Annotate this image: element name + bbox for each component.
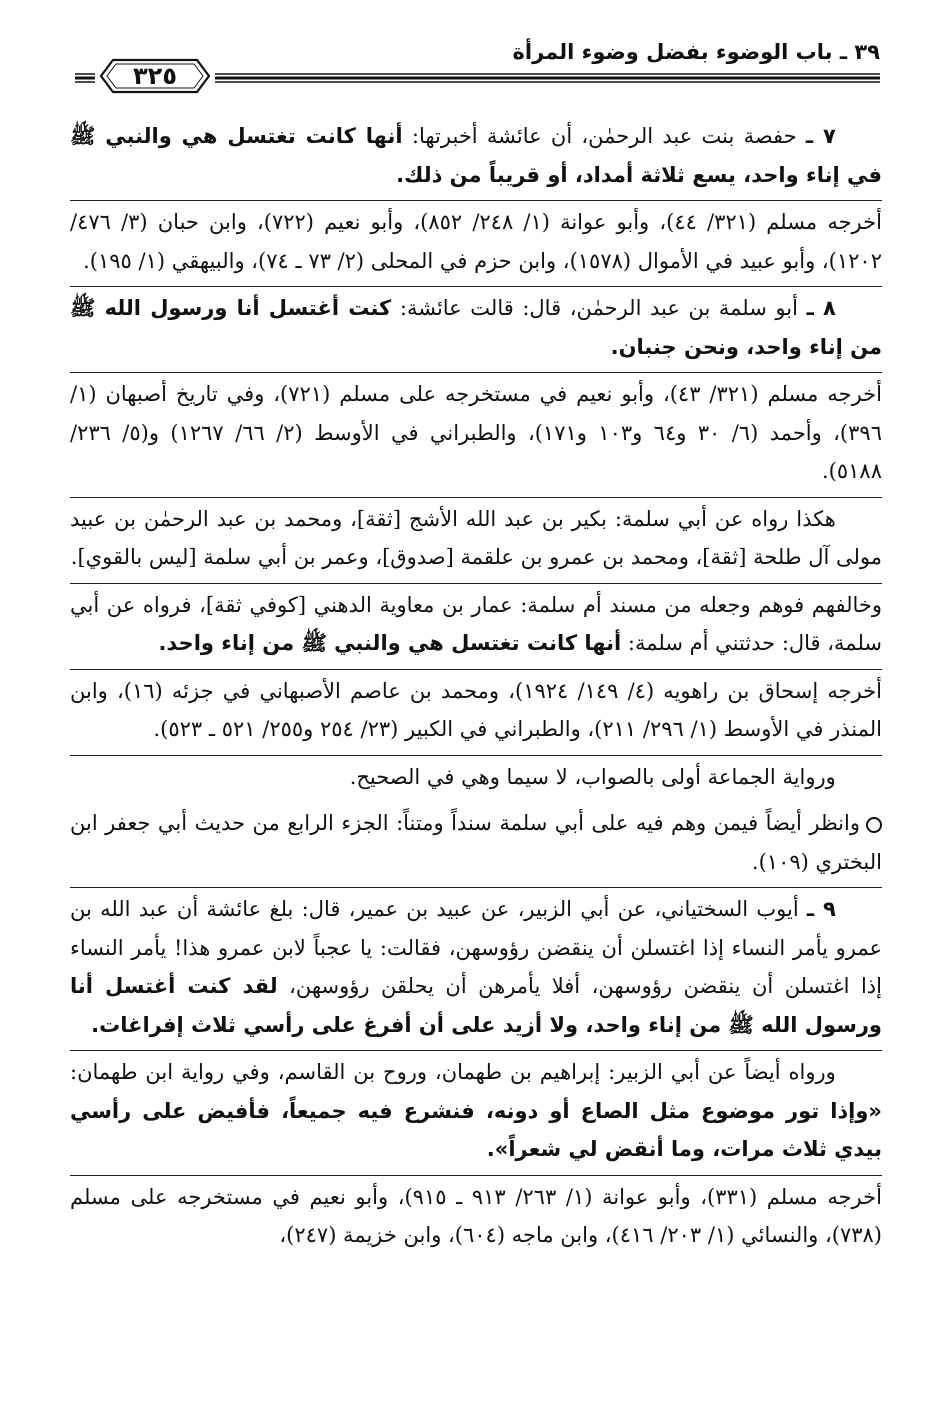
commentary-paragraph — [70, 583, 882, 669]
hadith-isnad: حفصة بنت عبد الرحمٰن، أن عائشة أخبرتها: — [411, 124, 797, 148]
hadith-matn: أنها كانت تغتسل هي والنبي ﷺ في إناء واحد، يسع ثلاثة أمداد، أو قريباً من ذلك. — [70, 124, 882, 187]
hadith-isnad: أيوب السختياني، عن أبي الزبير، عن عبيد بن عمير، قال: بلغ عائشة أن عبد الله بن عمرو يأمر النساء إذا اغتسلن أن ينقضن رؤوسهن، فقالت: يا عجباً لابن عمرو هذا! يأمر النساء إذا اغتسلن أن ينقضن رؤوسهن، أفلا يأمرهن أن يحلقن رؤوسهن، — [70, 897, 882, 998]
hadith-matn: لقد كنت أغتسل أنا ورسول الله ﷺ من إناء واحد، ولا أزيد على أن أفرغ على رأسي ثلاث إفراغات. — [70, 974, 882, 1037]
commentary-paragraph: هكذا رواه عن أبي سلمة: بكير بن عبد الله الأشج [ثقة]، ومحمد بن عبد الرحمٰن بن عبيد مولى آل طلحة [ثقة]، ومحمد بن عمرو بن علقمة [صدوق]، وعمر بن أبي سلمة [ليس بالقوي]. — [70, 497, 882, 583]
hadith-matn: «وإذا تور موضوع مثل الصاع أو دونه، فنشرع فيه جميعاً، فأفيض على رأسي بيدي ثلاث مرات، وما أنقض لي شعراً». — [70, 1098, 882, 1161]
takhrij-paragraph: أخرجه إسحاق بن راهويه (٤/ ١٤٩/ ١٩٢٤)، ومحمد بن عاصم الأصبهاني في جزئه (١٦)، وابن المنذر في الأوسط (١/ ٢٩٦/ ٢١١)، والطبراني في الكبير (٢٣/ ٢٥٤ و٢٥٥/ ٥٢١ ـ ٥٢٣). — [70, 669, 882, 755]
hadith-number: ٩ ـ — [806, 897, 836, 921]
page-number: ٣٢٥ — [133, 62, 177, 90]
hadith-matn: كنت أغتسل أنا ورسول الله ﷺ من إناء واحد، ونحن جنبان. — [70, 296, 882, 359]
bullet-icon — [866, 817, 882, 833]
page-body — [70, 115, 882, 1261]
page-header — [75, 40, 880, 110]
see-also-text: وانظر أيضاً فيمن وهم فيه على أبي سلمة سنداً ومتناً: الجزء الرابع من حديث أبي جعفر ابن البختري (١٠٩). — [70, 811, 882, 874]
hadith-8 — [70, 286, 882, 372]
hadith-matn: أنها كانت تغتسل هي والنبي ﷺ من إناء واحد. — [158, 631, 622, 655]
commentary-text: ورواه أيضاً عن أبي الزبير: إبراهيم بن طهمان، وروح بن القاسم، وفي رواية ابن طهمان: — [70, 1060, 836, 1084]
hadith-7 — [70, 115, 882, 200]
page-number-frame — [95, 56, 215, 96]
commentary-paragraph — [70, 1050, 882, 1175]
hadith-number: ٨ ـ — [806, 296, 836, 320]
takhrij-paragraph: أخرجه مسلم (٣٢١/ ٤٣)، وأبو نعيم في مستخرجه على مسلم (٧٢١)، وفي تاريخ أصبهان (١/ ٣٩٦)، وأحمد (٦/ ٣٠ و٦٤ و١٠٣ و١٧١)، والطبراني في الأوسط (٢/ ٦٦/ ١٢٦٧) و(٥/ ٢٣٦/ ٥١٨٨). — [70, 372, 882, 497]
commentary-text: وخالفهم فوهم وجعله من مسند أم سلمة: عمار بن معاوية الدهني [كوفي ثقة]، فرواه عن أبي سلمة، قال: حدثتني أم سلمة: — [70, 592, 882, 655]
hadith-number: ٧ ـ — [805, 124, 836, 148]
chapter-title: ٣٩ ـ باب الوضوء بفضل وضوء المرأة — [512, 40, 880, 64]
see-also-paragraph — [70, 802, 882, 887]
takhrij-paragraph: أخرجه مسلم (٣٣١)، وأبو عوانة (١/ ٢٦٣/ ٩١٣ ـ ٩١٥)، وأبو نعيم في مستخرجه على مسلم (٧٣٨)، والنسائي (١/ ٢٠٣/ ٤١٦)، وابن ماجه (٦٠٤)، وابن خزيمة (٢٤٧)، — [70, 1175, 882, 1261]
hadith-9 — [70, 887, 882, 1050]
commentary-paragraph: ورواية الجماعة أولى بالصواب، لا سيما وهي في الصحيح. — [70, 755, 882, 803]
takhrij-paragraph: أخرجه مسلم (٣٢١/ ٤٤)، وأبو عوانة (١/ ٢٤٨/ ٨٥٢)، وأبو نعيم (٧٢٢)، وابن حبان (٣/ ٤٧٦/ ١٢٠٢)، وأبو عبيد في الأموال (١٥٧٨)، وابن حزم في المحلى (٢/ ٧٣ ـ ٧٤)، والبيهقي (١/ ١٩٥). — [70, 200, 882, 286]
hadith-isnad: أبو سلمة بن عبد الرحمٰن، قال: قالت عائشة: — [399, 296, 798, 320]
